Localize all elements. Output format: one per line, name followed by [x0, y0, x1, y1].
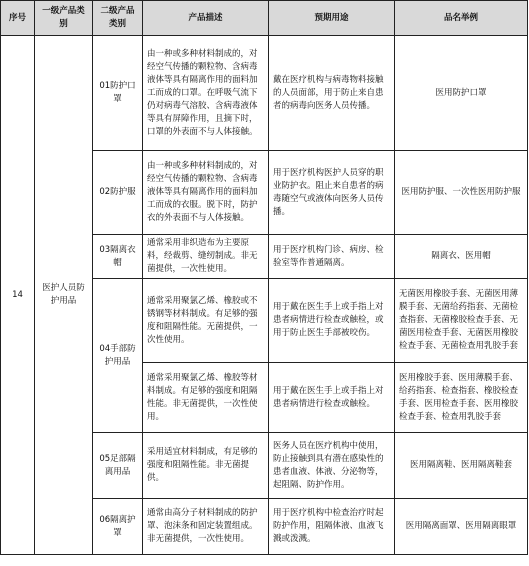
use-cell: 医务人员在医疗机构中使用，防止接触到具有潜在感染性的患者血液、体液、分泌物等，起阻隔、防护作用。 [269, 433, 395, 499]
examples-cell: 医用防护口罩 [395, 36, 528, 151]
use-cell: 用于戴在医生手上或手指上对患者病情进行检查或触检，或用于防止医生手部被咬伤。 [269, 279, 395, 363]
examples-cell: 医用橡胶手套、医用薄膜手套、给药指套、检查指套、橡胶检查手套、医用检查手套、医用橡胶检查手套、检查用乳胶手套 [395, 363, 528, 433]
header-row [1, 1, 528, 36]
header-desc: 产品描述 [143, 1, 269, 36]
use-cell: 用于医疗机构门诊、病房、检验室等作普通隔离。 [269, 235, 395, 279]
header-examples: 品名举例 [395, 1, 528, 36]
desc-cell: 通常采用聚氯乙烯、橡胶等材料制成。有足够的强度和阻隔性能。非无菌提供，一次性使用。 [143, 363, 269, 433]
desc-cell: 由一种或多种材料制成的，对经空气传播的颗粒物、含病毒液体等具有隔离作用的面料加工而成的口罩。在呼吸气流下仍对病毒气溶胶、含病毒液体等具有屏障作用，且摘下时，口罩的外表面不与人体接触。 [143, 36, 269, 151]
desc-cell: 采用适宜材料制成，有足够的强度和阻隔性能。非无菌提供。 [143, 433, 269, 499]
cat2-cell: 03隔离衣帽 [93, 235, 143, 279]
cat1-cell: 医护人员防护用品 [35, 36, 93, 555]
seq-cell: 14 [1, 36, 35, 555]
cat2-cell: 05足部隔离用品 [93, 433, 143, 499]
header-cat1: 一级产品类别 [35, 1, 93, 36]
cat2-cell: 02防护服 [93, 151, 143, 235]
use-cell: 用于戴在医生手上或手指上对患者病情进行检查或触检。 [269, 363, 395, 433]
examples-cell: 医用防护服、一次性医用防护服 [395, 151, 528, 235]
use-cell: 用于医疗机构中检查治疗时起防护作用，阻隔体液、血液飞溅或泼溅。 [269, 499, 395, 555]
desc-cell: 通常由高分子材料制成的防护罩、泡沫条和固定装置组成。非无菌提供，一次性使用。 [143, 499, 269, 555]
desc-cell: 由一种或多种材料制成的，对经空气传播的颗粒物、含病毒液体等具有隔离作用的面料加工而成的衣服。脱下时，防护衣的外表面不与人体接触。 [143, 151, 269, 235]
examples-cell: 医用隔离鞋、医用隔离鞋套 [395, 433, 528, 499]
desc-cell: 通常采用非织造布为主要原料，经裁剪、缝纫制成。非无菌提供，一次性使用。 [143, 235, 269, 279]
cat2-cell: 04手部防护用品 [93, 279, 143, 433]
table-row [1, 36, 528, 151]
examples-cell: 医用隔离面罩、医用隔离眼罩 [395, 499, 528, 555]
header-seq: 序号 [1, 1, 35, 36]
cat2-cell: 06隔离护罩 [93, 499, 143, 555]
desc-cell: 通常采用聚氯乙烯、橡胶或不锈钢等材料制成。有足够的强度和阻隔性能。无菌提供，一次性使用。 [143, 279, 269, 363]
use-cell: 用于医疗机构医护人员穿的职业防护衣。阻止来自患者的病毒随空气或液体向医务人员传播。 [269, 151, 395, 235]
use-cell: 戴在医疗机构与病毒物料接触的人员面部，用于防止来自患者的病毒向医务人员传播。 [269, 36, 395, 151]
examples-cell: 无菌医用橡胶手套、无菌医用薄膜手套、无菌给药指套、无菌检查指套、无菌橡胶检查手套、无菌医用检查手套、无菌医用橡胶检查手套、无菌检查用乳胶手套 [395, 279, 528, 363]
header-use: 预期用途 [269, 1, 395, 36]
examples-cell: 隔离衣、医用帽 [395, 235, 528, 279]
header-cat2: 二级产品类别 [93, 1, 143, 36]
cat2-cell: 01防护口罩 [93, 36, 143, 151]
